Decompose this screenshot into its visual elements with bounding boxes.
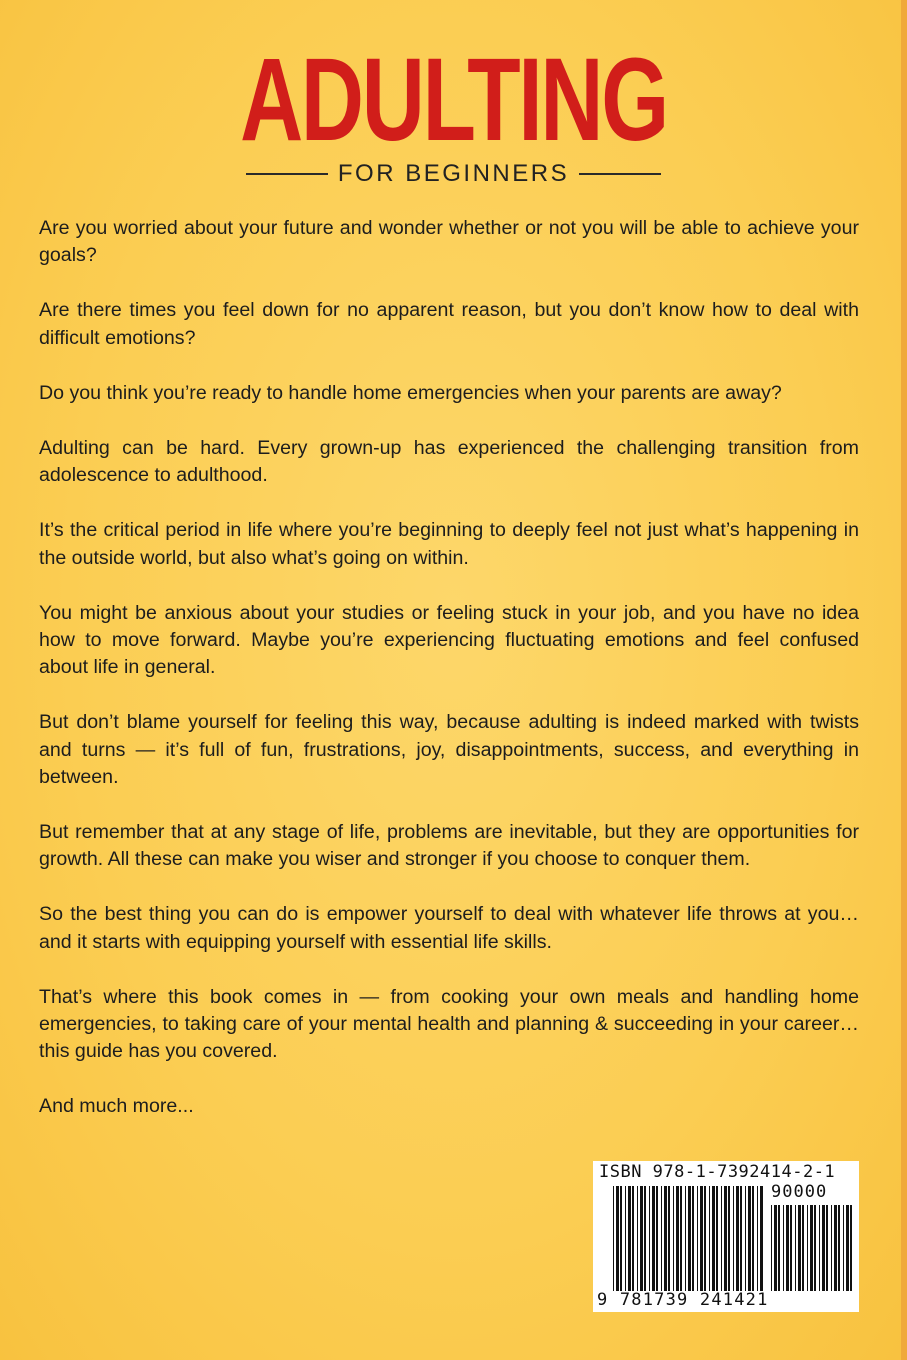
barcode-bar [771,1205,772,1291]
barcode-bar [676,1186,679,1291]
barcode-bar [733,1186,734,1291]
blurb-paragraph-5: It’s the critical period in life where you’re beginning to deeply feel not just what’s happening in the outside world, but also what’s going on within. [39,519,859,569]
book-subtitle: FOR BEGINNERS [337,160,570,187]
barcode-bar [640,1186,643,1291]
barcode-bar [783,1205,784,1291]
barcode-bar [688,1186,691,1291]
barcode-bar [673,1186,674,1291]
subtitle-rule-right [579,173,661,175]
book-title: ADULTING [240,34,667,166]
subtitle-row [0,158,907,190]
barcode-bar [685,1186,686,1291]
blurb-text [39,215,859,1149]
barcode-bar [724,1186,727,1291]
barcode-bar [664,1186,667,1291]
barcode-digits: 9 781739 241421 [597,1290,769,1310]
barcode-bar [632,1186,634,1291]
blurb-paragraph-10: That’s where this book comes in — from cooking your own meals and handling home emergencies, to taking care of your mental health and planning & succeeding in your career… this guide has you covered. [39,985,859,1063]
barcode-bar [661,1186,662,1291]
blurb-paragraph-11: And much more... [39,1095,194,1118]
barcode-bar [692,1186,694,1291]
barcode-bar [850,1205,852,1291]
barcode-bar [644,1186,646,1291]
blurb-paragraph-1: Are you worried about your future and wonder whether or not you will be able to achieve your goals? [39,217,859,267]
barcode-bar [652,1186,655,1291]
barcode-bar [757,1186,758,1291]
barcode-bar [736,1186,739,1291]
barcode-bar [668,1186,670,1291]
cover-edge [901,0,907,1360]
barcode-bar [745,1186,746,1291]
blurb-paragraph-3: Do you think you’re ready to handle home emergencies when your parents are away? [39,381,782,404]
blurb-paragraph-9: So the best thing you can do is empower yourself to deal with whatever life throws at you… and it starts with equipping yourself with essential life skills. [39,903,859,953]
barcode-bar [628,1186,631,1291]
barcode-bar [802,1205,804,1291]
barcode-bar [656,1186,658,1291]
isbn-barcode [593,1161,859,1312]
barcode-bar [760,1186,763,1291]
barcode-bar [680,1186,682,1291]
barcode-bar [834,1205,837,1291]
barcode-bar [748,1186,751,1291]
blurb-paragraph-8: But remember that at any stage of life, problems are inevitable, but they are opportunities for growth. All these can make you wiser and stronger if you choose to conquer them. [39,821,859,871]
barcode-bar [721,1186,722,1291]
barcode-bar [810,1205,813,1291]
barcode-bar [790,1205,792,1291]
barcode-bar [616,1186,619,1291]
barcode-bar [795,1205,796,1291]
barcode-bar [843,1205,844,1291]
blurb-paragraph-4: Adulting can be hard. Every grown-up has experienced the challenging transition from adolescence to adulthood. [39,437,859,487]
barcode-bar [807,1205,808,1291]
barcode-bar [838,1205,840,1291]
barcode-bar [798,1205,801,1291]
barcode-bar [728,1186,730,1291]
barcode-bar [712,1186,715,1291]
barcode-bar [716,1186,718,1291]
isbn-label: ISBN 978-1-7392414-2-1 [599,1162,836,1182]
blurb-paragraph-2: Are there times you feel down for no apparent reason, but you don’t know how to deal with difficult emotions? [39,299,859,349]
barcode-bar [704,1186,706,1291]
barcode-bar [637,1186,638,1291]
barcode-bar [649,1186,650,1291]
barcode-bar [613,1186,614,1291]
barcode-bar [819,1205,820,1291]
barcode-bar [752,1186,754,1291]
barcode-bar [814,1205,816,1291]
price-code: 90000 [771,1182,828,1202]
barcode-bar [822,1205,825,1291]
barcode-bar [700,1186,703,1291]
barcode-bar [831,1205,832,1291]
barcode-bar [709,1186,710,1291]
barcode-bar [774,1205,777,1291]
barcode-bar [620,1186,622,1291]
barcode-bar [786,1205,789,1291]
barcode-bar [740,1186,742,1291]
subtitle-rule-left [246,173,328,175]
barcode-bar [826,1205,828,1291]
barcode-bar [625,1186,626,1291]
blurb-paragraph-7: But don’t blame yourself for feeling this way, because adulting is indeed marked with twists and turns — it’s full of fun, frustrations, joy, disappointments, success, and everything in between. [39,711,859,788]
blurb-paragraph-6: You might be anxious about your studies or feeling stuck in your job, and you have no idea how to move forward. Maybe you’re experiencing fluctuating emotions and feel confused about life in general. [39,601,859,679]
barcode-bar [778,1205,780,1291]
barcode-bar [846,1205,849,1291]
barcode-bar [697,1186,698,1291]
